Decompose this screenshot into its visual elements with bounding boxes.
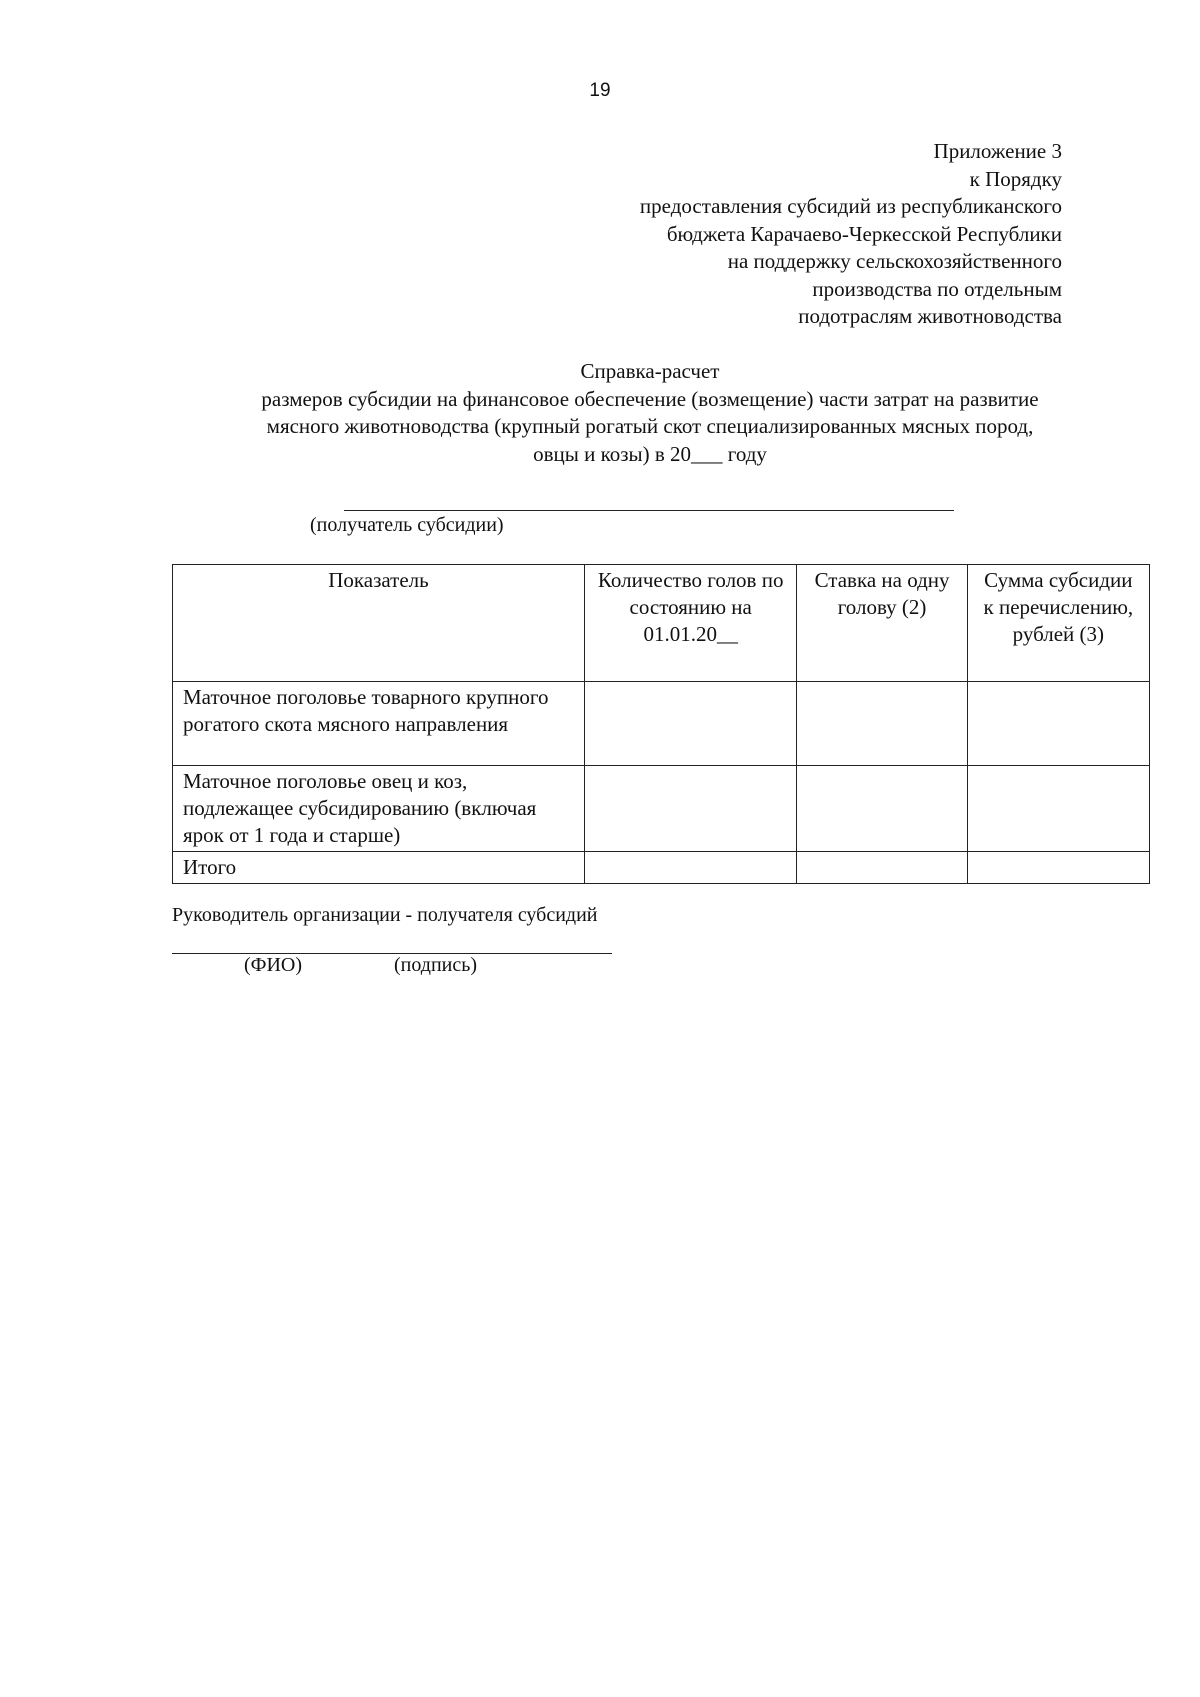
signature-label: (подпись) [394, 954, 478, 976]
rate-cell[interactable] [797, 766, 967, 852]
appendix-line: бюджета Карачаево-Черкесской Республики [666, 221, 1062, 246]
sum-cell[interactable] [967, 852, 1149, 884]
row-indicator: Маточное поголовье овец и коз, подлежащее субсидированию (включая ярок от 1 года и старше) [173, 766, 585, 852]
recipient-blank-line [344, 510, 954, 511]
heads-cell[interactable] [584, 682, 797, 766]
row-indicator: Маточное поголовье товарного крупного рогатого скота мясного направления [173, 682, 585, 766]
table-header-row [173, 565, 1150, 682]
heads-cell[interactable] [584, 766, 797, 852]
document-title [180, 358, 1120, 468]
table-row [173, 682, 1150, 766]
table-row-total [173, 852, 1150, 884]
rate-cell[interactable] [797, 852, 967, 884]
header-rate: Ставка на одну голову (2) [797, 565, 967, 682]
title-line: мясного животноводства (крупный рогатый скот специализированных мясных пород, [266, 414, 1034, 438]
heads-cell[interactable] [584, 852, 797, 884]
row-indicator: Итого [173, 852, 585, 884]
appendix-line: производства по отдельным [812, 276, 1062, 301]
header-heads-count: Количество голов по состоянию на 01.01.20__ [584, 565, 797, 682]
title-line: овцы и козы) в 20___ году [533, 441, 767, 466]
signature-blank-line [172, 953, 612, 954]
title-line: размеров субсидии на финансовое обеспечение (возмещение) части затрат на развитие [261, 386, 1039, 411]
fio-label: (ФИО) [244, 954, 303, 976]
appendix-header [640, 138, 1062, 331]
appendix-line: подотраслям животноводства [798, 304, 1062, 328]
header-subsidy-sum: Сумма субсидии к перечислению, рублей (3) [967, 565, 1149, 682]
title-line: Справка-расчет [580, 359, 720, 383]
head-of-organization-label: Руководитель организации - получателя субсидий [172, 904, 598, 926]
appendix-line: к Порядку [969, 166, 1062, 191]
sum-cell[interactable] [967, 682, 1149, 766]
subsidy-calc-table [172, 564, 1150, 884]
recipient-label: (получатель субсидии) [310, 514, 504, 536]
appendix-line: на поддержку сельскохозяйственного [727, 249, 1062, 273]
appendix-line: Приложение 3 [933, 139, 1062, 163]
header-indicator: Показатель [173, 565, 585, 682]
sum-cell[interactable] [967, 766, 1149, 852]
table-row [173, 766, 1150, 852]
appendix-line: предоставления субсидий из республиканского [639, 194, 1062, 218]
rate-cell[interactable] [797, 682, 967, 766]
page-number: 19 [589, 80, 611, 101]
